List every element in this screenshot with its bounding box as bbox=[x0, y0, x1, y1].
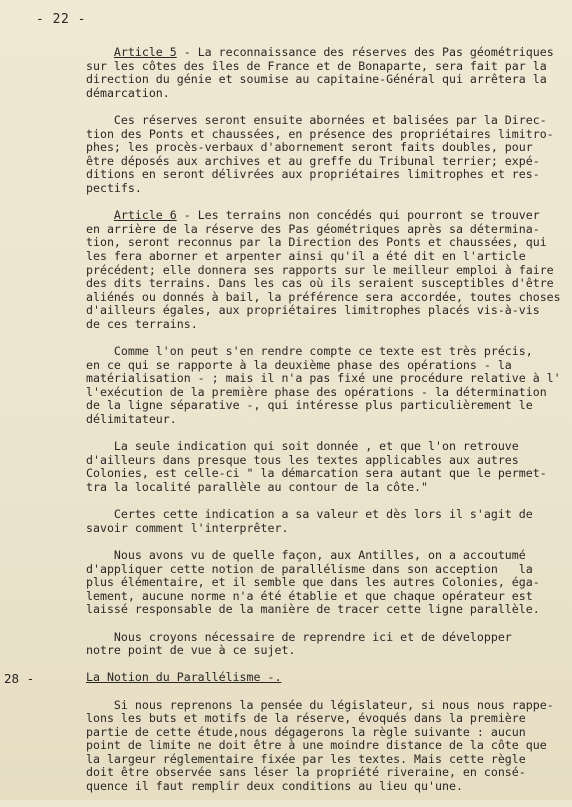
article-label: Article 6 bbox=[113, 208, 177, 223]
text-line: tion des Ponts et chaussées, en présence des propriétaires limitro- bbox=[86, 126, 554, 141]
text-line: lons les buts et motifs de la réserve, évoqués dans la première bbox=[86, 711, 526, 726]
text-line: ditions en seront délivrées aux propriétaires limitrophes et res- bbox=[86, 167, 540, 182]
article-label: Article 5 bbox=[113, 45, 177, 59]
text-line: d'appliquer cette notion de parallélisme dans son acception la bbox=[86, 561, 533, 576]
text-line: sur les côtes des îles de France et de Bonaparte, sera fait par la bbox=[86, 58, 547, 73]
text-line: précédent; elle donnera ses rapports sur le meilleur emploi à faire bbox=[86, 262, 554, 277]
text-line: Article 6 - Les terrains non concédés qui pourront se trouver bbox=[113, 208, 540, 223]
text-line: plus élémentaire, et il semble que dans les autres Colonies, éga- bbox=[86, 575, 540, 590]
text-line: direction du génie et soumise au capitaine-Général qui arrêtera la bbox=[86, 72, 547, 87]
text-line: lement, aucune norme n'a été établie et que chaque opérateur est bbox=[86, 588, 533, 603]
text-line: des dits terrains. Dans les cas où ils seraient susceptibles d'être bbox=[86, 276, 554, 291]
paragraph bbox=[86, 631, 556, 658]
text-line: de la ligne séparative -, qui intéresse plus particulièrement le bbox=[86, 398, 533, 413]
text-line: de ces terrains. bbox=[86, 316, 198, 331]
text-line: Article 5 - La reconnaissance des réserves des Pas géométriques bbox=[113, 45, 554, 59]
text-line: en arrière de la réserve des Pas géométriques après sa détermina- bbox=[86, 221, 540, 236]
text-line: démarcation. bbox=[86, 85, 170, 100]
text-line: Comme l'on peut s'en rendre compte ce texte est très précis, bbox=[86, 344, 533, 359]
paragraph bbox=[86, 114, 556, 196]
text-line: savoir comment l'interprêter. bbox=[86, 520, 289, 535]
text-line: Colonies, est celle-ci " la démarcation sera autant que le permet- bbox=[86, 466, 547, 481]
text-line: phes; les procès-verbaux d'abornement seront faits doubles, pour bbox=[86, 140, 533, 155]
text-line: la largeur réglementaire fixée par les textes. Mais cette règle bbox=[86, 751, 526, 766]
text-line: délimitateur. bbox=[86, 412, 177, 427]
text-line: partie de cette étude,nous dégagerons la règle suivante : aucun bbox=[86, 724, 526, 739]
paragraph bbox=[86, 208, 561, 331]
text-line: être déposés aux archives et au greffe du Tribunal terrier; expé- bbox=[86, 153, 540, 168]
text-line: pectifs. bbox=[86, 180, 142, 195]
text-line: point de limite ne doit être à une moindre distance de la côte que bbox=[86, 738, 547, 753]
text-line: tra la localité parallèle au contour de la côte." bbox=[86, 480, 429, 494]
text-line: les fera aborner et arpenter ainsi qu'il a été dit en l'article bbox=[86, 248, 526, 263]
text-line: laissé responsable de la manière de tracer cette ligne parallèle. bbox=[86, 602, 540, 617]
paragraph bbox=[86, 46, 556, 100]
text-line: La seule indication qui soit donnée , et que l'on retrouve bbox=[86, 439, 519, 454]
text-line: Ces réserves seront ensuite abornées et balisées par la Direc- bbox=[86, 112, 547, 127]
paragraph bbox=[86, 699, 556, 794]
paragraph bbox=[86, 549, 556, 617]
text-line: d'ailleurs dans presque tous les textes applicables aux autres bbox=[86, 452, 519, 467]
page-number: - 22 - bbox=[36, 12, 86, 27]
paragraph bbox=[86, 344, 561, 427]
margin-section-number: 28 - bbox=[4, 671, 35, 686]
text-line: aliénés ou donnés à bail, la préférence sera accordée, toutes choses bbox=[86, 289, 561, 304]
text-line: l'exécution de la première phase des opérations - la détermination bbox=[86, 384, 547, 399]
text-line: quence il faut remplir deux conditions au lieu qu'une. bbox=[86, 779, 463, 794]
text-line: Nous croyons nécessaire de reprendre ici et de développer bbox=[86, 629, 512, 644]
text-line: doit être observée sans léser la propriété riveraine, en consé- bbox=[86, 765, 526, 780]
document-body bbox=[86, 45, 561, 807]
paragraph bbox=[86, 440, 556, 494]
text-line: tion, seront reconnus par la Direction des Ponts et chaussées, qui bbox=[86, 235, 547, 250]
text-line: matérialisation - ; mais il n'a pas fixé une procédure relative à l' bbox=[86, 371, 561, 386]
section-heading-text: La Notion du Parallélisme -. bbox=[86, 670, 282, 685]
paragraph bbox=[86, 508, 556, 535]
text-line: en ce qui se rapporte à la deuxième phase des opérations - la bbox=[86, 357, 512, 372]
text-line: notre point de vue à ce sujet. bbox=[86, 643, 296, 658]
section-heading bbox=[86, 671, 556, 685]
text-line: Si nous reprenons la pensée du législateur, si nous nous rappe- bbox=[86, 697, 554, 712]
text-line: Nous avons vu de quelle façon, aux Antilles, on a accoutumé bbox=[86, 547, 526, 562]
text-line: Certes cette indication a sa valeur et dès lors il s'agit de bbox=[86, 507, 533, 522]
text-line: d'ailleurs égales, aux propriétaires limitrophes placés vis-à-vis bbox=[86, 303, 540, 318]
